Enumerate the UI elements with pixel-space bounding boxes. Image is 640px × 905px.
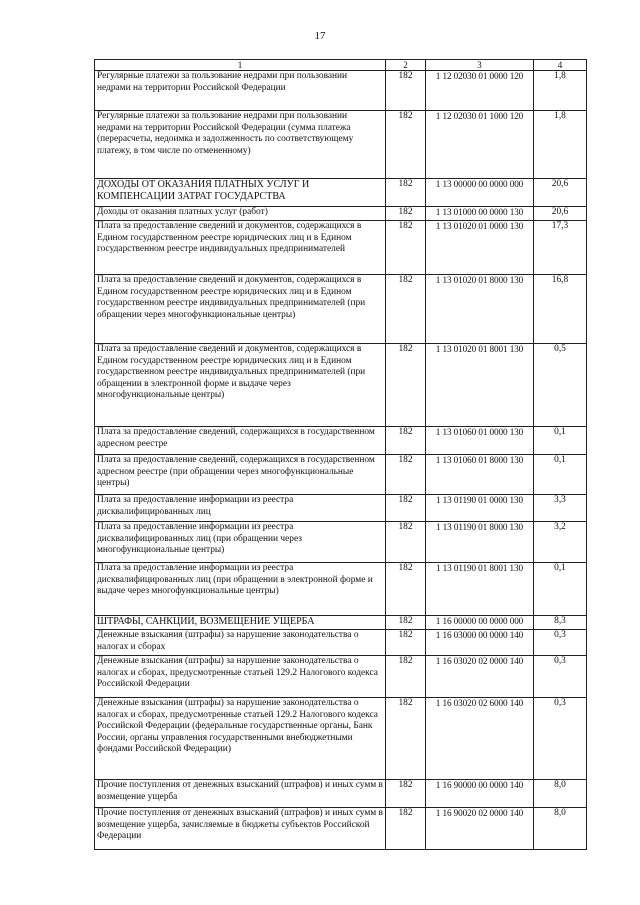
table-row	[95, 522, 587, 563]
row-description: Регулярные платежи за пользование недрами при пользовании недрами на территории Российской Федерации (сумма платежа (перерасчеты, недоимка и задолженность по соответствующему платежу, в том числе по отмененному)	[95, 111, 386, 179]
table-row	[95, 427, 587, 455]
row-budget-code: 1 16 90000 00 0000 140	[426, 780, 534, 808]
row-amount: 0,1	[534, 427, 587, 455]
row-description: Плата за предоставление информации из реестра дисквалифицированных лиц (при обращении в электронной форме и выдаче через многофункциональные центры)	[95, 563, 386, 616]
row-amount: 0,3	[534, 656, 587, 698]
table-row	[95, 207, 587, 221]
row-budget-code: 1 13 00000 00 0000 000	[426, 179, 534, 207]
row-amount: 8,3	[534, 616, 587, 630]
row-budget-code: 1 12 02030 01 0000 120	[426, 71, 534, 111]
table-row	[95, 780, 587, 808]
row-admin-code: 182	[386, 522, 426, 563]
header-cell: 4	[534, 60, 587, 71]
row-admin-code: 182	[386, 563, 426, 616]
table-row	[95, 563, 587, 616]
row-description: Регулярные платежи за пользование недрами при пользовании недрами на территории Российской Федерации	[95, 71, 386, 111]
row-description: Прочие поступления от денежных взысканий (штрафов) и иных сумм в возмещение ущерба	[95, 780, 386, 808]
table-row	[95, 698, 587, 780]
table-row	[95, 630, 587, 656]
row-admin-code: 182	[386, 698, 426, 780]
row-admin-code: 182	[386, 221, 426, 275]
row-budget-code: 1 16 00000 00 0000 000	[426, 616, 534, 630]
row-admin-code: 182	[386, 656, 426, 698]
table-header-row	[95, 60, 587, 71]
row-description: Плата за предоставление сведений и документов, содержащихся в Едином государственном реестре юридических лиц и в Едином государственном реестре индивидуальных предпринимателей (при обращении через многофункциональные центры)	[95, 275, 386, 344]
row-amount: 8,0	[534, 780, 587, 808]
row-description: Плата за предоставление сведений, содержащихся в государственном адресном реестре	[95, 427, 386, 455]
row-amount: 1,8	[534, 71, 587, 111]
row-amount: 16,8	[534, 275, 587, 344]
row-amount: 8,0	[534, 808, 587, 850]
row-admin-code: 182	[386, 630, 426, 656]
row-budget-code: 1 16 03020 02 0000 140	[426, 656, 534, 698]
row-amount: 1,8	[534, 111, 587, 179]
row-description: Плата за предоставление сведений, содержащихся в государственном адресном реестре (при обращении через многофункциональные центры)	[95, 455, 386, 495]
row-admin-code: 182	[386, 111, 426, 179]
row-amount: 0,5	[534, 344, 587, 427]
table-row	[95, 495, 587, 522]
row-admin-code: 182	[386, 344, 426, 427]
row-amount: 0,3	[534, 698, 587, 780]
row-admin-code: 182	[386, 275, 426, 344]
revenue-table	[94, 59, 587, 850]
row-budget-code: 1 16 03000 00 0000 140	[426, 630, 534, 656]
row-description: ДОХОДЫ ОТ ОКАЗАНИЯ ПЛАТНЫХ УСЛУГ И КОМПЕНСАЦИИ ЗАТРАТ ГОСУДАРСТВА	[95, 179, 386, 207]
row-admin-code: 182	[386, 71, 426, 111]
row-amount: 20,6	[534, 179, 587, 207]
row-description: Доходы от оказания платных услуг (работ)	[95, 207, 386, 221]
row-budget-code: 1 13 01190 01 8000 130	[426, 522, 534, 563]
row-description: Плата за предоставление сведений и документов, содержащихся в Едином государственном реестре юридических лиц и в Едином государственном реестре индивидуальных предпринимателей (при обращении в электронной форме и выдаче через многофункциональные центры)	[95, 344, 386, 427]
row-description: Прочие поступления от денежных взысканий (штрафов) и иных сумм в возмещение ущерба, зачисляемые в бюджеты субъектов Российской Федерации	[95, 808, 386, 850]
row-budget-code: 1 13 01060 01 8000 130	[426, 455, 534, 495]
row-admin-code: 182	[386, 455, 426, 495]
row-budget-code: 1 13 01190 01 0000 130	[426, 495, 534, 522]
table-row	[95, 808, 587, 850]
row-description: Плата за предоставление информации из реестра дисквалифицированных лиц	[95, 495, 386, 522]
row-description: Денежные взыскания (штрафы) за нарушение законодательства о налогах и сборах, предусмотренные статьей 129.2 Налогового кодекса Российской Федерации	[95, 656, 386, 698]
row-admin-code: 182	[386, 179, 426, 207]
row-amount: 0,1	[534, 455, 587, 495]
row-budget-code: 1 13 01060 01 0000 130	[426, 427, 534, 455]
table-row	[95, 111, 587, 179]
page-number: 17	[314, 30, 326, 42]
row-budget-code: 1 16 90020 02 0000 140	[426, 808, 534, 850]
row-amount: 20,6	[534, 207, 587, 221]
row-budget-code: 1 13 01020 01 0000 130	[426, 221, 534, 275]
section-row	[95, 179, 587, 207]
table-row	[95, 71, 587, 111]
row-admin-code: 182	[386, 616, 426, 630]
row-budget-code: 1 16 03020 02 6000 140	[426, 698, 534, 780]
table-row	[95, 221, 587, 275]
row-description: Плата за предоставление информации из реестра дисквалифицированных лиц (при обращении через многофункциональные центры)	[95, 522, 386, 563]
table-row	[95, 455, 587, 495]
row-budget-code: 1 13 01020 01 8001 130	[426, 344, 534, 427]
table-row	[95, 656, 587, 698]
row-description: Денежные взыскания (штрафы) за нарушение законодательства о налогах и сборах	[95, 630, 386, 656]
row-amount: 17,3	[534, 221, 587, 275]
row-amount: 3,2	[534, 522, 587, 563]
section-row	[95, 616, 587, 630]
row-description: Плата за предоставление сведений и документов, содержащихся в Едином государственном реестре юридических лиц и в Едином государственном реестре индивидуальных предпринимателей	[95, 221, 386, 275]
row-admin-code: 182	[386, 427, 426, 455]
row-admin-code: 182	[386, 780, 426, 808]
row-admin-code: 182	[386, 207, 426, 221]
row-admin-code: 182	[386, 808, 426, 850]
row-amount: 0,1	[534, 563, 587, 616]
header-cell: 1	[95, 60, 386, 71]
row-budget-code: 1 13 01020 01 8000 130	[426, 275, 534, 344]
row-admin-code: 182	[386, 495, 426, 522]
row-budget-code: 1 12 02030 01 1000 120	[426, 111, 534, 179]
row-amount: 0,3	[534, 630, 587, 656]
row-description: Денежные взыскания (штрафы) за нарушение законодательства о налогах и сборах, предусмотренные статьей 129.2 Налогового кодекса Российской Федерации (федеральные государственные органы, Банк России, органы управления государственными внебюджетными фондами Российской Федерации)	[95, 698, 386, 780]
header-cell: 3	[426, 60, 534, 71]
table-row	[95, 344, 587, 427]
header-cell: 2	[386, 60, 426, 71]
row-budget-code: 1 13 01000 00 0000 130	[426, 207, 534, 221]
row-budget-code: 1 13 01190 01 8001 130	[426, 563, 534, 616]
row-description: ШТРАФЫ, САНКЦИИ, ВОЗМЕЩЕНИЕ УЩЕРБА	[95, 616, 386, 630]
row-amount: 3,3	[534, 495, 587, 522]
table-row	[95, 275, 587, 344]
